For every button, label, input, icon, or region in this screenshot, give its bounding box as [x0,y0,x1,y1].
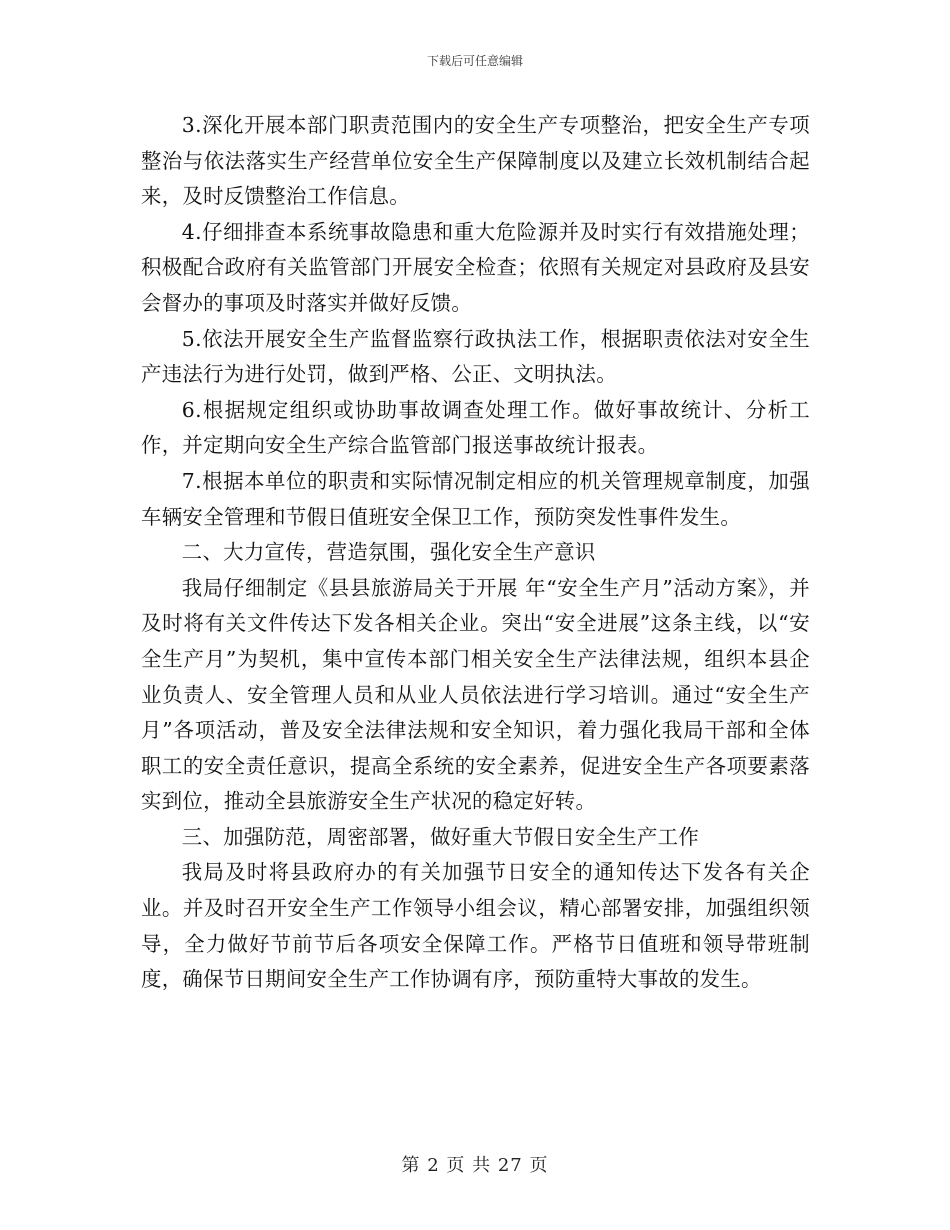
section-2-paragraph: 我局仔细制定《县县旅游局关于开展 年“安全生产月”活动方案》，并及时将有关文件传达下发各相关企业。突出“安全进展”这条主线，以“安全生产月”为契机，集中宣传本部门相关安全生产法律法规，组织本县企业负责人、安全管理人员和从业人员依法进行学习培训。通过“安全生产月”各项活动，普及安全法律法规和安全知识，着力强化我局干部和全体职工的安全责任意识，提高全系统的安全素养，促进安全生产各项要素落实到位，推动全县旅游安全生产状况的稳定好转。 [141,575,810,814]
page-indicator: 第 2 页 共 27 页 [401,1155,549,1176]
section-3-paragraph: 我局及时将县政府办的有关加强节日安全的通知传达下发各有关企业。并及时召开安全生产工作领导小组会议，精心部署安排，加强组织领导，全力做好节前节后各项安全保障工作。严格节日值班和领导带班制度，确保节日期间安全生产工作协调有序，预防重特大事故的发生。 [141,860,810,992]
section-heading-2: 二、大力宣传，营造氛围，强化安全生产意识 [181,540,596,565]
section-heading-3: 三、加强防范，周密部署，做好重大节假日安全生产工作 [181,824,700,849]
paragraph-item-3: 3.深化开展本部门职责范围内的安全生产专项整治，把安全生产专项整治与依法落实生产经营单位安全生产保障制度以及建立长效机制结合起来，及时反馈整治工作信息。 [141,113,810,209]
paragraph-item-7: 7.根据本单位的职责和实际情况制定相应的机关管理规章制度，加强车辆安全管理和节假日值班安全保卫工作，预防突发性事件发生。 [141,468,810,529]
paragraph-item-6: 6.根据规定组织或协助事故调查处理工作。做好事故统计、分析工作，并定期向安全生产综合监管部门报送事故统计报表。 [141,397,810,458]
header-note: 下载后可任意编辑 [426,54,523,68]
document-body [141,108,810,998]
paragraph-item-4: 4.仔细排查本系统事故隐患和重大危险源并及时实行有效措施处理；积极配合政府有关监管部门开展安全检查；依照有关规定对县政府及县安会督办的事项及时落实并做好反馈。 [141,219,810,315]
paragraph-item-5: 5.依法开展安全生产监督监察行政执法工作，根据职责依法对安全生产违法行为进行处罚，做到严格、公正、文明执法。 [141,326,810,387]
